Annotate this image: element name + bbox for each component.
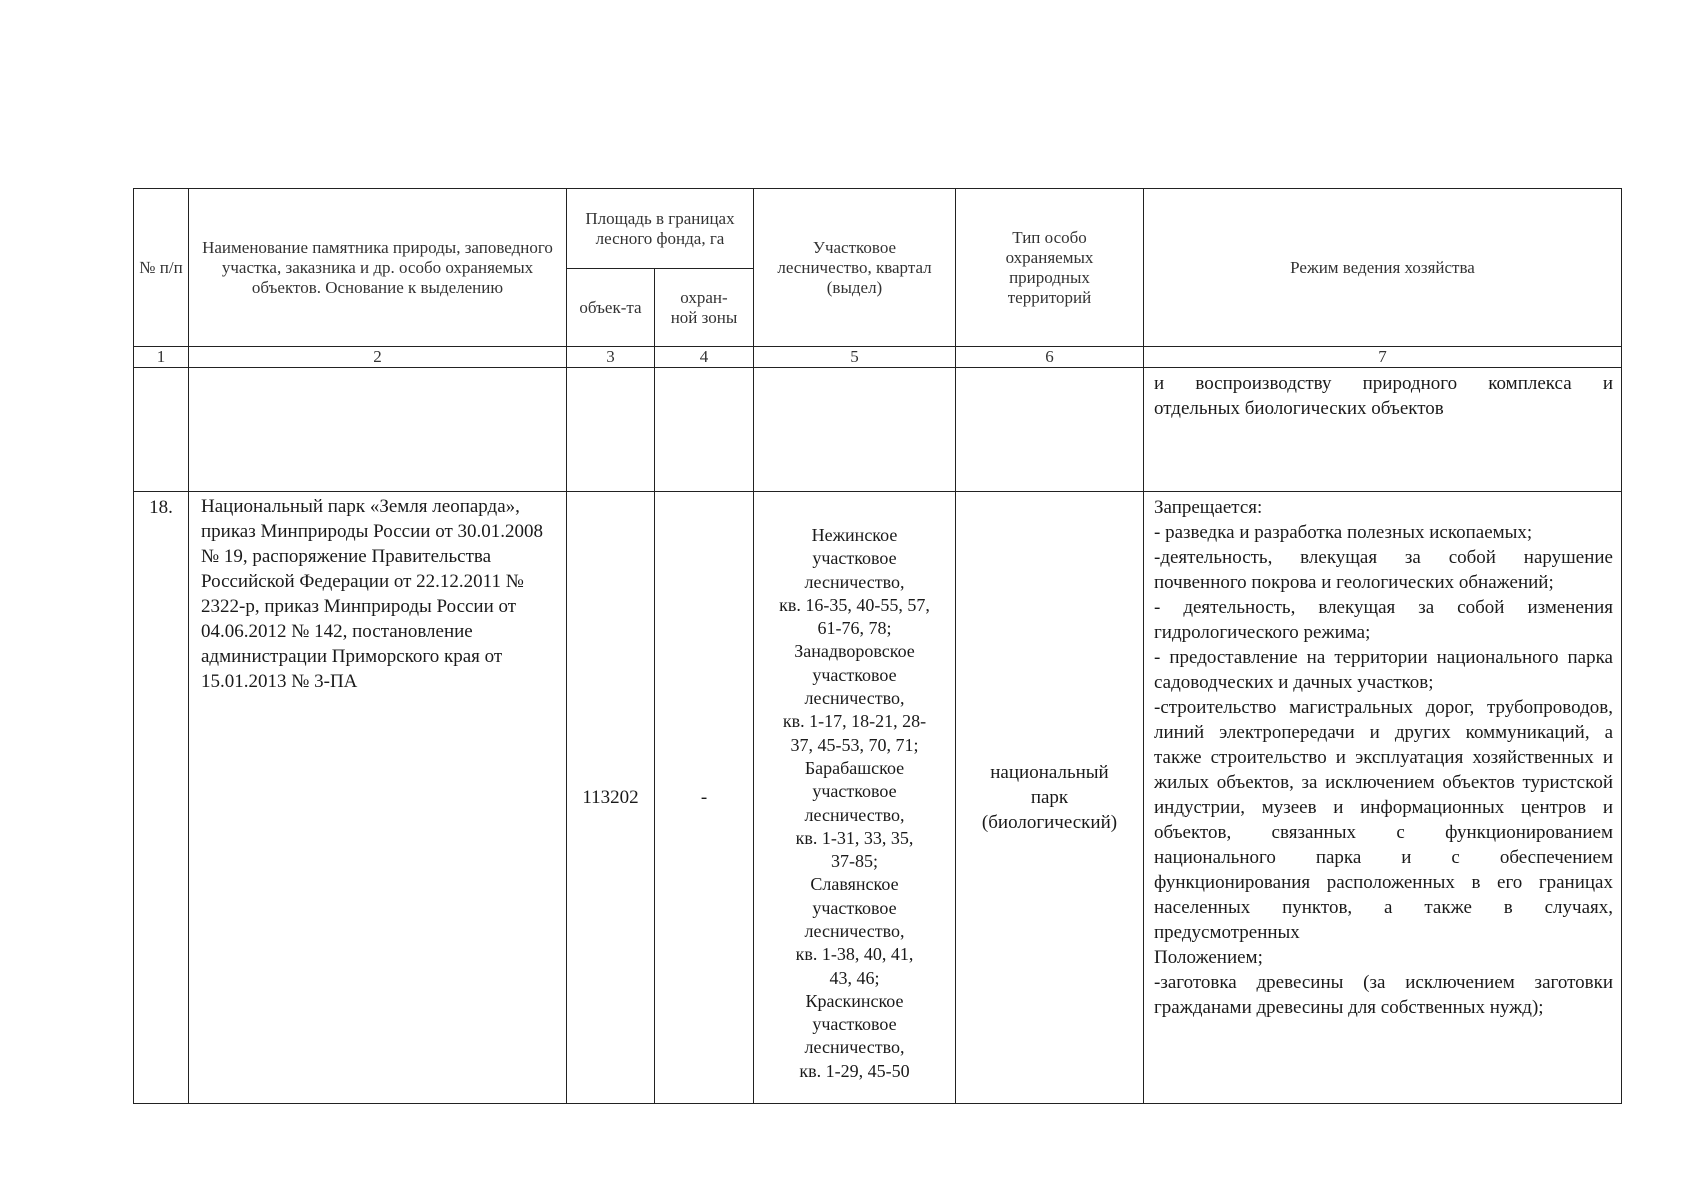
header-regime: Режим ведения хозяйства xyxy=(1144,189,1622,347)
forestry-line: Нежинское xyxy=(811,524,898,545)
forestry-line: участковое xyxy=(812,664,897,685)
forestry-line: 61-76, 78; xyxy=(817,618,892,639)
regime-item: Запрещается: xyxy=(1154,497,1263,518)
forestry-quarters xyxy=(754,492,956,1104)
header-area-zone: охран-ной зоны xyxy=(655,269,754,347)
continuation-row xyxy=(134,368,1622,492)
header-type: Тип особо охраняемых природных территорий xyxy=(956,189,1144,347)
table-row xyxy=(134,492,1622,1104)
column-number: 5 xyxy=(754,347,956,368)
regime-continued-text: и воспроизводству природного комплекса и xyxy=(1154,373,1613,394)
forestry-line: кв. 1-29, 45-50 xyxy=(799,1060,910,1081)
forestry-line: кв. 1-17, 18-21, 28- xyxy=(782,711,927,732)
forestry-line: кв. 1-31, 33, 35, xyxy=(795,827,914,848)
forestry-line: 37, 45-53, 70, 71; xyxy=(790,734,919,755)
header-num: № п/п xyxy=(134,189,189,347)
forestry-line: лесничество, xyxy=(804,688,905,709)
territory-type: национальный парк (биологический) xyxy=(956,492,1144,1104)
regime-item: -строительство магистральных дорог, трубопроводов, линий электропередачи и других коммуникаций, а также строительство и эксплуатация хозяйственных и жилых объектов, за исключением объектов туристской индустрии, музеев и информационных центров и объектов, связанных с функционированием национального парка и с обеспечением функционирования расположенных в его границах населенных пунктов, а также в случаях, предусмотренных xyxy=(1154,697,1613,943)
forestry-line: участковое xyxy=(812,548,897,569)
forestry-line: участковое xyxy=(812,1014,897,1035)
column-number: 1 xyxy=(134,347,189,368)
column-number: 7 xyxy=(1144,347,1622,368)
regime-item: - предоставление на территории национального парка садоводческих и дачных участков; xyxy=(1154,647,1613,693)
forestry-line: 37-85; xyxy=(831,851,878,872)
header-area: Площадь в границах лесного фонда, га xyxy=(567,189,754,269)
forestry-line: Барабашское xyxy=(804,757,905,778)
forestry-line: участковое xyxy=(812,781,897,802)
regime-continued-text: отдельных биологических объектов xyxy=(1154,398,1444,419)
regime-item: - разведка и разработка полезных ископаемых; xyxy=(1154,522,1533,543)
forestry-line: лесничество, xyxy=(804,804,905,825)
column-number: 6 xyxy=(956,347,1144,368)
forestry-line: Славянское xyxy=(810,874,899,895)
protected-area-name: Национальный парк «Земля леопарда», приказ Минприроды России от 30.01.2008 № 19, распоряжение Правительства Российской Федерации от 22.12.2011 № 2322-р, приказ Минприроды России от 04.06.2012 № 142, постановление администрации Приморского края от 15.01.2013 № 3-ПА xyxy=(189,492,567,1104)
column-number: 4 xyxy=(655,347,754,368)
area-object-value: 113202 xyxy=(567,492,655,1104)
column-number: 3 xyxy=(567,347,655,368)
forestry-line: Краскинское xyxy=(805,990,904,1011)
header-row xyxy=(134,189,1622,269)
protected-areas-table xyxy=(133,188,1622,1104)
regime-item: -заготовка древесины (за исключением заготовки гражданами древесины для собственных нужд); xyxy=(1154,972,1613,1018)
forestry-line: участковое xyxy=(812,897,897,918)
forestry-line: кв. 16-35, 40-55, 57, xyxy=(779,594,930,615)
regime-item: - деятельность, влекущая за собой изменения гидрологического режима; xyxy=(1154,597,1613,643)
forestry-line: кв. 1-38, 40, 41, xyxy=(795,944,914,965)
area-zone-value: - xyxy=(655,492,754,1104)
continuation-regime-cell xyxy=(1144,368,1622,492)
column-number: 2 xyxy=(189,347,567,368)
forestry-line: лесничество, xyxy=(804,571,905,592)
header-area-object: объек-та xyxy=(567,269,655,347)
regime-item: Положением; xyxy=(1154,947,1263,968)
header-name: Наименование памятника природы, заповедного участка, заказника и др. особо охраняемых объектов. Основание к выделению xyxy=(189,189,567,347)
regime-item: -деятельность, влекущая за собой нарушение почвенного покрова и геологических обнажений; xyxy=(1154,547,1613,593)
forestry-line: Занадворовское xyxy=(794,641,915,662)
column-number-row xyxy=(134,347,1622,368)
header-forestry: Участковое лесничество, квартал (выдел) xyxy=(754,189,956,347)
forestry-line: 43, 46; xyxy=(829,967,880,988)
row-number: 18. xyxy=(134,492,189,1104)
forestry-line: лесничество, xyxy=(804,920,905,941)
regime-cell xyxy=(1144,492,1622,1104)
forestry-line: лесничество, xyxy=(804,1037,905,1058)
